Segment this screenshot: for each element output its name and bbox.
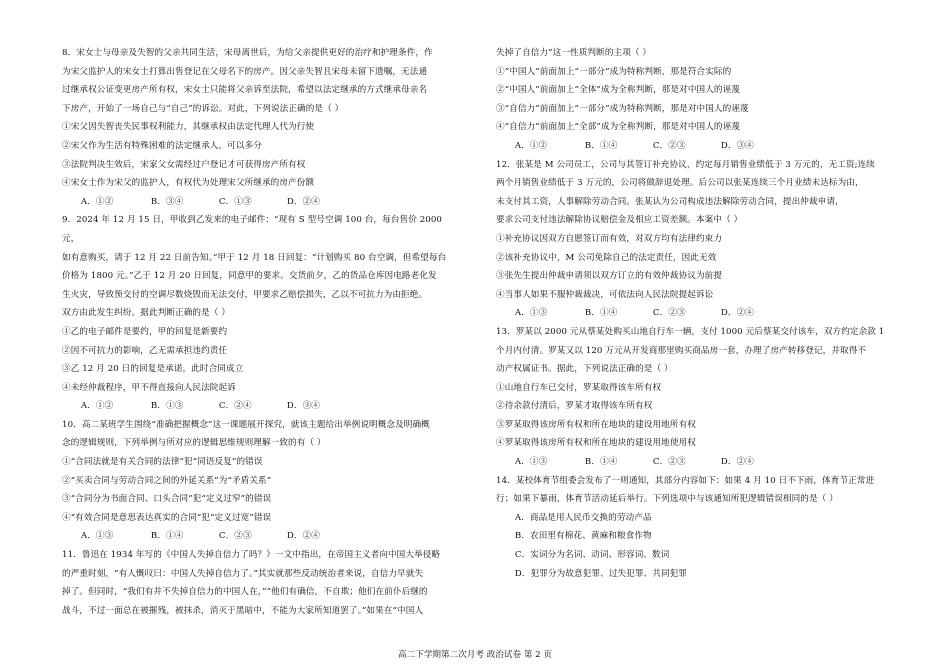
- question-14: [496, 472, 888, 584]
- option: ③乙 12 月 20 日的回复是承诺，此时合同成立: [62, 364, 244, 375]
- page-footer: 高二下学期第二次月考 政治试卷 第 2 页: [398, 650, 552, 660]
- answer-choices: [62, 527, 454, 546]
- answer-choices: [496, 137, 888, 156]
- question-text: 价格为 1800 元。”乙于 12 月 20 日回复，同意甲的要求。交货前夕，乙的货品仓库因电路老化发: [62, 271, 437, 282]
- option: ②该补充协议中，M 公司免除自己的法定责任，因此无效: [496, 252, 717, 263]
- question-13: [496, 323, 888, 472]
- question-text: 13．罗某以 2000 元从蔡某处购买山地自行车一辆，支付 1000 元后蔡某交付该车，双方约定余款 1: [496, 326, 885, 337]
- answer-d: D．③④: [720, 140, 754, 151]
- question-text: 如有意购买，请于 12 月 22 日前告知。”甲于 12 月 18 日回复：“计划购买 80 台空调，但希望每台: [62, 252, 447, 263]
- question-text: 10．高二某班学生围绕“准确把握概念”这一课题展开探究，就该主题给出举例说明概念及明确概: [62, 419, 430, 430]
- question-text: 行；如果下暴雨，体育节活动延后举行。下列选项中与该通知所犯逻辑错误相同的是（ ）: [496, 494, 838, 505]
- option: ③“合同分为书面合同、口头合同”犯“定义过窄”的错误: [62, 494, 272, 505]
- question-8: [62, 44, 454, 211]
- question-text: 下房产，开始了一场自己与“自己”的诉讼。对此，下列说法正确的是（ ）: [62, 103, 344, 114]
- answer-c: C．②③: [652, 140, 686, 151]
- question-text: 过继承权公证变更房产所有权，宋女士只能将父亲诉至法院，希望以法定继承的方式继承母亲名: [62, 85, 428, 96]
- question-text: 失掉了自信力”这一性质判断的主项（ ）: [496, 48, 652, 58]
- answer-a: A．①③: [514, 457, 548, 468]
- option: ②宋父作为生活有特殊困难的法定继承人，可以多分: [62, 140, 262, 151]
- question-text: 动产权属证书。据此，下列说法正确的是（ ）: [496, 364, 673, 375]
- option: ③罗某取得该房所有权和所在地块的建设用地所有权: [496, 419, 696, 430]
- answer-a: A．①②: [80, 401, 114, 412]
- choice-c: C．实词分为名词、动词、形容词、数词: [514, 550, 670, 561]
- answer-b: B．③④: [150, 196, 184, 207]
- question-12: [496, 156, 888, 323]
- answer-c: C．②③: [652, 457, 686, 468]
- option: ④未经仲裁程序，甲不得直接向人民法院起诉: [62, 382, 236, 393]
- answer-choices: [496, 304, 888, 323]
- question-text: 双方由此发生纠纷。据此判断正确的是（ ）: [62, 308, 231, 319]
- option: ②“中国人”前面加上“全体”成为全称判断，那是对中国人的诬蔑: [496, 85, 741, 96]
- question-10: [62, 416, 454, 546]
- answer-b: B．①④: [584, 308, 618, 319]
- answer-b: B．①④: [584, 457, 618, 468]
- answer-c: C．②③: [218, 531, 252, 542]
- answer-b: B．①④: [150, 531, 184, 542]
- question-text: 要求公司支付违法解除协议赔偿金及相应工资差额。本案中（ ）: [496, 215, 743, 226]
- option: ④罗某取得该房所有权和所在地块的建设用地使用权: [496, 438, 696, 449]
- option: ②“买卖合同与劳动合同之间的外延关系”为“矛盾关系”: [62, 475, 272, 486]
- answer-b: B．①④: [584, 140, 618, 151]
- right-column: [496, 44, 888, 583]
- option: ①补充协议因双方自愿签订而有效，对双方均有法律约束力: [496, 233, 723, 244]
- left-column: [62, 44, 454, 620]
- answer-b: B．①③: [150, 401, 184, 412]
- question-text: 生火灾，导致预交付的空调尽数烧毁而无法交付，甲要求乙赔偿损失，乙以不可抗力为由拒绝。: [62, 289, 428, 300]
- question-11: [62, 546, 454, 620]
- question-text: 8．宋女士与母亲及失智的父亲共同生活，宋母离世后，为给父亲提供更好的治疗和护理条件，作: [62, 48, 433, 58]
- option: ②因不可抗力的影响，乙无需承担违约责任: [62, 345, 228, 356]
- answer-c: C．②④: [218, 401, 252, 412]
- option: ①“合同法就是有关合同的法律”犯“同语反复”的错误: [62, 457, 263, 468]
- question-text: 12．张某是 M 公司员工，公司与其签订补充协议，约定每月销售业绩低于 3 万元的，无工资;连续: [496, 159, 875, 170]
- option: ④当事人如果不服仲裁裁决，可依法向人民法院提起诉讼: [496, 289, 714, 300]
- option: ③“自信力”前面加上“一部分”成为特称判断，那是对中国人的诬蔑: [496, 103, 749, 114]
- answer-choices: [496, 453, 888, 472]
- option: ①山地自行车已交付，罗某取得该车所有权: [496, 382, 662, 393]
- option: ③法院判决生效后，宋家父女需经过户登记才可获得房产所有权: [62, 159, 306, 170]
- option: ③张先生提出仲裁申请须以双方订立的有效仲裁协议为前提: [496, 271, 723, 282]
- option: ②待余款付清后，罗某才取得该车所有权: [496, 401, 653, 412]
- answer-c: C．①③: [218, 196, 252, 207]
- question-text: 为宋父监护人的宋女士打算出售登记在父母名下的房产。因父亲失智且宋母未留下遗嘱，无法通: [62, 66, 428, 77]
- question-text: 11．鲁迅在 1934 年写的《中国人失掉自信力了吗？》一文中指出，在帝国主义者向中国大举侵略: [62, 550, 441, 561]
- question-text: 14．某校体育节组委会发布了一则通知，其部分内容如下：如果 4 月 10 日不下雨，体育节正常进: [496, 475, 875, 486]
- question-text: 9．2024 年 12 月 15 日，甲收到乙发来的电子邮件：“现有 S 型号空调 100 台，每台售价 2000 元，: [62, 215, 442, 244]
- answer-a: A．①③: [80, 531, 114, 542]
- question-text: 未支付其工资，人事解除劳动合同。张某认为公司构成违法解除劳动合同，提出仲裁申请，: [496, 196, 844, 207]
- question-9: [62, 211, 454, 416]
- answer-c: C．②③: [652, 308, 686, 319]
- question-text: 的严重时刻，“有人慨叹曰：中国人失掉自信力了。”其实就那些反动统治者来说，自信力早就失: [62, 568, 424, 579]
- answer-a: A．①②: [514, 140, 548, 151]
- choice-a: A．商品是用人民币交换的劳动产品: [514, 512, 652, 523]
- answer-d: D．②④: [286, 531, 320, 542]
- answer-choices: [62, 193, 454, 212]
- answer-d: D．②④: [720, 457, 754, 468]
- answer-a: A．①③: [514, 308, 548, 319]
- choice-b: B．农田里有棉花、黄麻和粮食作物: [514, 531, 652, 542]
- option: ①宋父因失智丧失民事权利能力，其继承权由法定代理人代为行使: [62, 122, 315, 133]
- answer-choices: [62, 397, 454, 416]
- choice-d: D．犯罪分为故意犯罪、过失犯罪、共同犯罪: [514, 568, 688, 579]
- question-text: 两个月销售业绩低于 3 万元的，公司将做辞退处理。后公司以张某连续三个月业绩未达标为由，: [496, 178, 864, 189]
- question-text: 掉了。但同时，“我们有并不失掉自信力的中国人在，”“他们有确信，不自欺；他们在前仆后继的: [62, 587, 428, 598]
- answer-a: A．①②: [80, 196, 114, 207]
- option: ①“中国人”前面加上“一部分”成为特称判断，那是符合实际的: [496, 66, 732, 77]
- answer-d: D．②④: [720, 308, 754, 319]
- option: ①乙的电子邮件是要约，甲的回复是新要约: [62, 326, 228, 337]
- option: ④“自信力”前面加上“全部”成为全称判断，那是对中国人的诬蔑: [496, 122, 741, 133]
- option: ④宋女士作为宋父的监护人，有权代为处理宋父所继承的房产份额: [62, 178, 315, 189]
- question-text: 念的逻辑规则，下列举例与所对应的逻辑思维规则理解一致的有（ ）: [62, 438, 326, 449]
- option: ④“有效合同是意思表达真实的合同”犯“定义过宽”错误: [62, 512, 272, 523]
- question-text: 战斗，不过一面总在被摧残，被抹杀，消灭于黑暗中，不能为大家所知道罢了。”如果在“中国人: [62, 605, 424, 616]
- question-11-continued: [496, 44, 888, 156]
- question-text: 个月内付清。罗某又以 120 万元从开发商那里购买商品房一套，办理了房产转移登记，并取得不: [496, 345, 867, 356]
- answer-d: D．②④: [286, 196, 320, 207]
- answer-d: D．③④: [286, 401, 320, 412]
